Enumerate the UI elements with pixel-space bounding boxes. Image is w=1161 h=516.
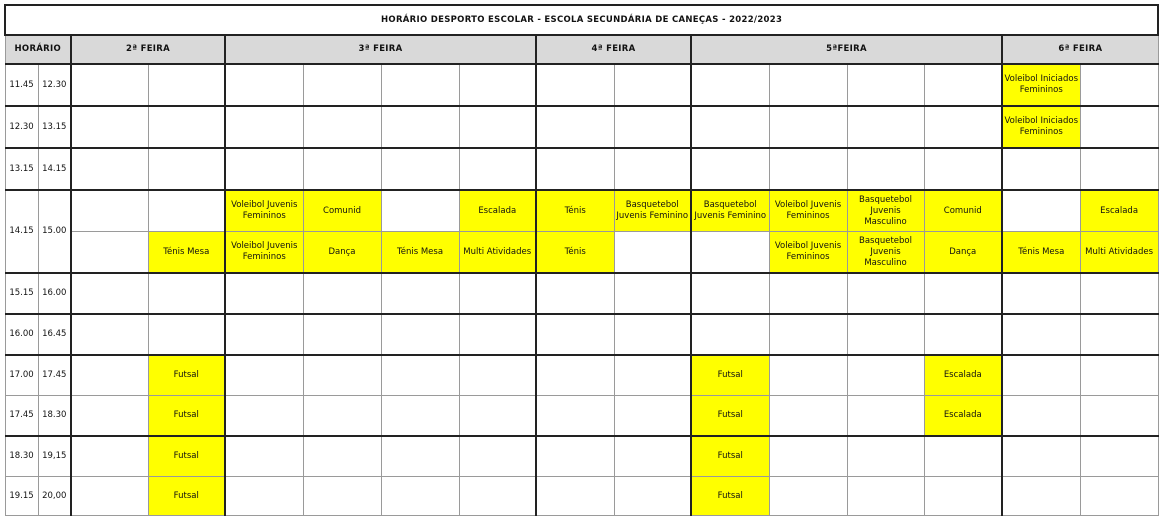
slot-cell (71, 436, 148, 477)
activity-cell: Basquetebol Juvenis Feminino (614, 190, 691, 232)
table-row (5, 190, 1158, 232)
slot-cell (924, 477, 1002, 516)
slot-cell (381, 396, 459, 437)
activity-cell: Escalada (1080, 190, 1158, 232)
slot-cell (847, 396, 924, 437)
slot-cell (924, 64, 1002, 106)
activity-cell: Basquetebol Juvenis Feminino (691, 190, 769, 232)
slot-cell (303, 314, 381, 355)
slot-cell (847, 64, 924, 106)
slot-cell (459, 106, 536, 148)
slot-cell (1080, 396, 1158, 437)
activity-cell: Ténis Mesa (1002, 232, 1080, 274)
slot-cell (691, 64, 769, 106)
schedule-title: HORÁRIO DESPORTO ESCOLAR - ESCOLA SECUNDÁRIA DE CANEÇAS - 2022/2023 (5, 5, 1158, 35)
slot-cell (924, 273, 1002, 314)
slot-cell (924, 436, 1002, 477)
table-row (5, 232, 1158, 274)
slot-cell (303, 106, 381, 148)
slot-cell (1080, 314, 1158, 355)
slot-cell (924, 106, 1002, 148)
activity-cell: Escalada (459, 190, 536, 232)
slot-cell (381, 190, 459, 232)
time-start: 12.30 (5, 106, 38, 148)
slot-cell (691, 314, 769, 355)
header-day-wednesday: 4ª FEIRA (536, 35, 691, 64)
slot-cell (303, 436, 381, 477)
table-row (5, 436, 1158, 477)
activity-cell: Comunid (303, 190, 381, 232)
slot-cell (459, 148, 536, 190)
slot-cell (303, 477, 381, 516)
slot-cell (614, 232, 691, 274)
slot-cell (769, 396, 847, 437)
slot-cell (847, 314, 924, 355)
time-start: 11.45 (5, 64, 38, 106)
activity-cell: Futsal (691, 355, 769, 396)
slot-cell (225, 396, 303, 437)
slot-cell (381, 148, 459, 190)
slot-cell (614, 477, 691, 516)
slot-cell (614, 148, 691, 190)
slot-cell (769, 64, 847, 106)
table-row (5, 64, 1158, 106)
activity-cell: Futsal (148, 436, 225, 477)
slot-cell (303, 273, 381, 314)
slot-cell (71, 64, 148, 106)
slot-cell (769, 436, 847, 477)
slot-cell (459, 355, 536, 396)
slot-cell (71, 477, 148, 516)
slot-cell (225, 314, 303, 355)
slot-cell (1080, 148, 1158, 190)
slot-cell (1080, 106, 1158, 148)
slot-cell (225, 64, 303, 106)
slot-cell (459, 436, 536, 477)
slot-cell (614, 436, 691, 477)
slot-cell (71, 273, 148, 314)
slot-cell (614, 314, 691, 355)
slot-cell (614, 355, 691, 396)
activity-cell: Comunid (924, 190, 1002, 232)
slot-cell (536, 64, 614, 106)
slot-cell (769, 477, 847, 516)
slot-cell (924, 148, 1002, 190)
slot-cell (847, 106, 924, 148)
time-end: 18.30 (38, 396, 71, 437)
slot-cell (847, 436, 924, 477)
activity-cell: Ténis (536, 232, 614, 274)
slot-cell (71, 232, 148, 274)
slot-cell (1080, 64, 1158, 106)
slot-cell (1002, 477, 1080, 516)
slot-cell (1080, 436, 1158, 477)
slot-cell (148, 148, 225, 190)
slot-cell (225, 477, 303, 516)
slot-cell (1080, 477, 1158, 516)
table-row (5, 396, 1158, 437)
time-start: 18.30 (5, 436, 38, 477)
activity-cell: Voleibol Juvenis Femininos (225, 232, 303, 274)
slot-cell (1002, 436, 1080, 477)
slot-cell (381, 477, 459, 516)
slot-cell (1080, 273, 1158, 314)
slot-cell (536, 106, 614, 148)
header-day-friday: 6ª FEIRA (1002, 35, 1158, 64)
activity-cell: Voleibol Juvenis Femininos (769, 190, 847, 232)
slot-cell (148, 190, 225, 232)
time-end: 13.15 (38, 106, 71, 148)
activity-cell: Multi Atividades (1080, 232, 1158, 274)
time-start: 15.15 (5, 273, 38, 314)
activity-cell: Dança (924, 232, 1002, 274)
activity-cell: Ténis (536, 190, 614, 232)
activity-cell: Futsal (148, 355, 225, 396)
table-row (5, 106, 1158, 148)
activity-cell: Futsal (148, 396, 225, 437)
activity-cell: Basquetebol Juvenis Masculino (847, 190, 924, 232)
time-end: 15.00 (38, 190, 71, 273)
slot-cell (614, 396, 691, 437)
slot-cell (148, 106, 225, 148)
slot-cell (769, 273, 847, 314)
slot-cell (1002, 314, 1080, 355)
slot-cell (769, 106, 847, 148)
activity-cell: Basquetebol Juvenis Masculino (847, 232, 924, 274)
slot-cell (1002, 396, 1080, 437)
slot-cell (381, 355, 459, 396)
slot-cell (381, 64, 459, 106)
time-start: 14.15 (5, 190, 38, 273)
time-start: 19.15 (5, 477, 38, 516)
slot-cell (769, 314, 847, 355)
header-day-tuesday: 3ª FEIRA (225, 35, 536, 64)
slot-cell (536, 436, 614, 477)
slot-cell (1080, 355, 1158, 396)
slot-cell (1002, 273, 1080, 314)
activity-cell: Ténis Mesa (381, 232, 459, 274)
slot-cell (381, 436, 459, 477)
slot-cell (1002, 148, 1080, 190)
slot-cell (614, 64, 691, 106)
table-row (5, 314, 1158, 355)
slot-cell (71, 396, 148, 437)
table-row (5, 148, 1158, 190)
time-end: 19,15 (38, 436, 71, 477)
slot-cell (536, 355, 614, 396)
table-row (5, 355, 1158, 396)
slot-cell (71, 190, 148, 232)
activity-cell: Multi Atividades (459, 232, 536, 274)
activity-cell: Voleibol Juvenis Femininos (769, 232, 847, 274)
activity-cell: Dança (303, 232, 381, 274)
activity-cell: Escalada (924, 396, 1002, 437)
slot-cell (148, 314, 225, 355)
activity-cell: Escalada (924, 355, 1002, 396)
slot-cell (225, 273, 303, 314)
activity-cell: Futsal (691, 436, 769, 477)
slot-cell (847, 273, 924, 314)
activity-cell: Ténis Mesa (148, 232, 225, 274)
time-end: 12.30 (38, 64, 71, 106)
slot-cell (691, 232, 769, 274)
slot-cell (148, 273, 225, 314)
slot-cell (769, 148, 847, 190)
slot-cell (536, 314, 614, 355)
time-start: 16.00 (5, 314, 38, 355)
slot-cell (536, 148, 614, 190)
slot-cell (225, 436, 303, 477)
table-row (5, 477, 1158, 516)
slot-cell (769, 355, 847, 396)
slot-cell (459, 396, 536, 437)
activity-cell: Futsal (691, 477, 769, 516)
activity-cell: Voleibol Juvenis Femininos (225, 190, 303, 232)
slot-cell (303, 148, 381, 190)
header-horario: HORÁRIO (5, 35, 71, 64)
slot-cell (71, 355, 148, 396)
slot-cell (303, 355, 381, 396)
slot-cell (225, 355, 303, 396)
slot-cell (1002, 355, 1080, 396)
time-end: 17.45 (38, 355, 71, 396)
slot-cell (847, 148, 924, 190)
slot-cell (536, 273, 614, 314)
slot-cell (381, 314, 459, 355)
slot-cell (459, 64, 536, 106)
slot-cell (614, 273, 691, 314)
slot-cell (536, 396, 614, 437)
slot-cell (225, 148, 303, 190)
activity-cell: Voleibol Iniciados Femininos (1002, 106, 1080, 148)
time-end: 16.45 (38, 314, 71, 355)
slot-cell (381, 106, 459, 148)
time-start: 17.45 (5, 396, 38, 437)
time-end: 16.00 (38, 273, 71, 314)
slot-cell (381, 273, 459, 314)
slot-cell (459, 477, 536, 516)
slot-cell (225, 106, 303, 148)
time-end: 14.15 (38, 148, 71, 190)
time-start: 13.15 (5, 148, 38, 190)
slot-cell (614, 106, 691, 148)
slot-cell (924, 314, 1002, 355)
slot-cell (71, 314, 148, 355)
schedule-table (4, 4, 1159, 516)
activity-cell: Voleibol Iniciados Femininos (1002, 64, 1080, 106)
slot-cell (71, 148, 148, 190)
header-day-thursday: 5ªFEIRA (691, 35, 1002, 64)
slot-cell (691, 273, 769, 314)
table-row (5, 273, 1158, 314)
header-day-monday: 2ª FEIRA (71, 35, 225, 64)
activity-cell: Futsal (148, 477, 225, 516)
slot-cell (459, 314, 536, 355)
slot-cell (691, 106, 769, 148)
slot-cell (303, 396, 381, 437)
slot-cell (148, 64, 225, 106)
slot-cell (71, 106, 148, 148)
slot-cell (459, 273, 536, 314)
slot-cell (847, 355, 924, 396)
time-end: 20,00 (38, 477, 71, 516)
slot-cell (847, 477, 924, 516)
slot-cell (691, 148, 769, 190)
slot-cell (1002, 190, 1080, 232)
slot-cell (536, 477, 614, 516)
time-start: 17.00 (5, 355, 38, 396)
activity-cell: Futsal (691, 396, 769, 437)
slot-cell (303, 64, 381, 106)
